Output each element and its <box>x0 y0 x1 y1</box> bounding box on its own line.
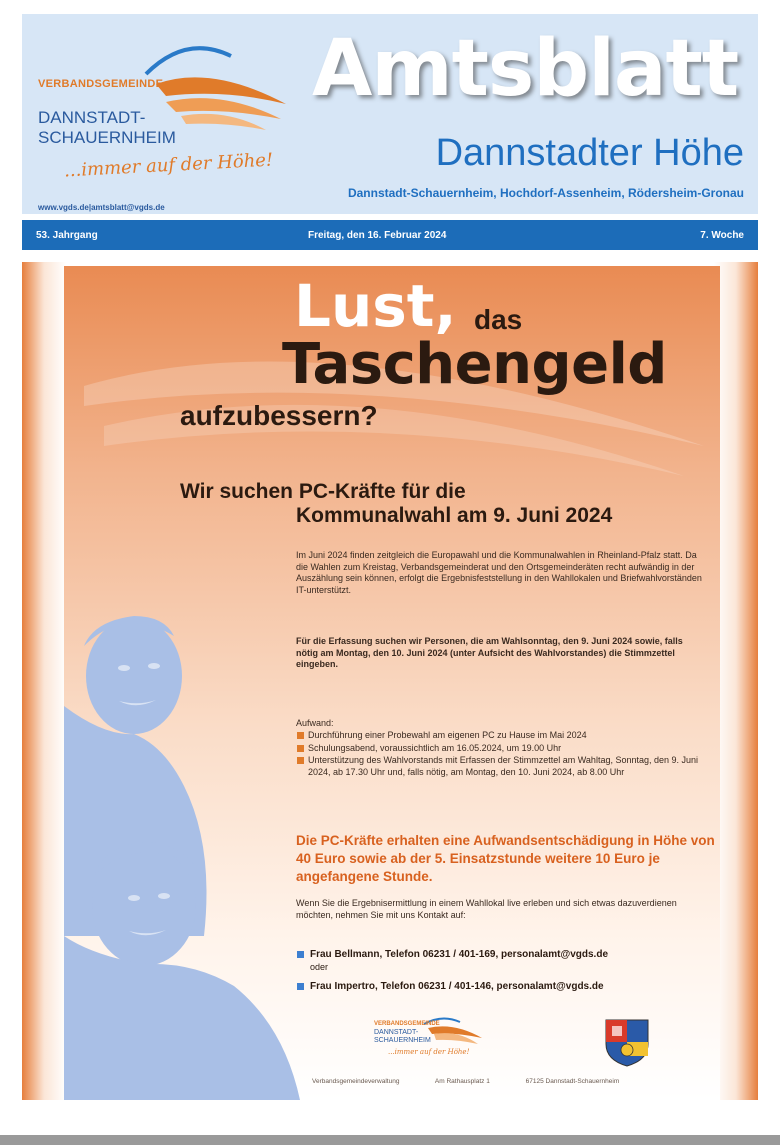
issue-date: Freitag, den 16. Februar 2024 <box>308 230 447 241</box>
contact-impertro[interactable]: Frau Impertro, Telefon 06231 / 401-146, personalamt@vgds.de <box>296 980 716 993</box>
poster-vg-logo <box>374 1014 484 1064</box>
search-heading-line2: Kommunalwahl am 9. Juni 2024 <box>296 504 613 527</box>
bottom-divider <box>0 1135 780 1145</box>
logo-name-line2: SCHAUERNHEIM <box>38 128 176 147</box>
footer-street: Am Rathausplatz 1 <box>434 1078 490 1085</box>
vg-logo <box>36 34 296 214</box>
headline-aufzubessern: aufzubessern? <box>180 400 378 431</box>
small-logo-name <box>374 1029 431 1045</box>
contact-list <box>296 948 716 993</box>
poster-footer <box>312 1078 712 1085</box>
contact-intro: Wenn Sie die Ergebnisermittlung in einem Wahllokal live erleben und sich etwas dazuverdienen möchten, nehmen Sie mit uns Kontakt auf: <box>296 898 677 920</box>
aufwand-list <box>296 730 702 779</box>
info-bar <box>22 220 758 250</box>
contact-or: oder <box>310 962 329 972</box>
coat-of-arms-icon <box>604 1018 650 1068</box>
towns-line: Dannstadt-Schauernheim, Hochdorf-Assenheim, Rödersheim-Gronau <box>347 186 744 200</box>
contact-bellmann[interactable]: Frau Bellmann, Telefon 06231 / 401-169, personalamt@vgds.de <box>296 948 716 961</box>
small-logo-slogan: ...immer auf der Höhe! <box>388 1048 470 1056</box>
search-heading-line1: Wir suchen PC-Kräfte für die <box>180 480 466 503</box>
page-title: Amtsblatt <box>312 24 739 114</box>
footer-org: Verbandsgemeindeverwaltung <box>312 1078 400 1085</box>
poster-frame <box>22 262 758 1100</box>
logo-org-label: VERBANDSGEMEINDE <box>38 78 164 90</box>
logo-name-line1: DANNSTADT- <box>38 108 146 127</box>
small-logo-name-line1: DANNSTADT- <box>374 1029 419 1036</box>
headline-taschengeld: Taschengeld <box>282 332 667 397</box>
students-silhouette-graphic <box>64 606 304 1100</box>
list-item: Durchführung einer Probewahl am eigenen PC zu Hause im Mai 2024 <box>296 730 702 742</box>
compensation-highlight: Die PC-Kräfte erhalten eine Aufwandsentschädigung in Höhe von 40 Euro sowie ab der 5. Einsatzstunde weitere 10 Euro je angefangene Stunde. <box>296 833 715 884</box>
list-item: Schulungsabend, voraussichtlich am 16.05.2024, um 19.00 Uhr <box>296 743 702 755</box>
headline-lust: Lust, <box>294 272 457 340</box>
small-logo-org: VERBANDSGEMEINDE <box>374 1021 440 1027</box>
masthead <box>22 14 758 214</box>
intro-paragraph: Im Juni 2024 finden zeitgleich die Europawahl und die Kommunalwahlen in Rheinland-Pfalz statt. Da die Wahlen zum Kreistag, Verbandsgemeinderat und den Ortsgemeinderäten recht aufwändig in der Auszählung sein können, erfolgt die Ergebnisfeststellung in den Wahllokalen und Briefwahlvorständen IT-unterstützt. <box>296 550 702 595</box>
logo-slogan: ...immer auf der Höhe! <box>63 149 274 182</box>
footer-city: 67125 Dannstadt-Schauernheim <box>525 1078 620 1085</box>
small-logo-name-line2: SCHAUERNHEIM <box>374 1037 431 1044</box>
headline-das: das <box>474 304 523 335</box>
recruitment-poster <box>64 266 720 1100</box>
volume-label: 53. Jahrgang <box>36 230 98 241</box>
task-paragraph: Für die Erfassung suchen wir Personen, die am Wahlsonntag, den 9. Juni 2024 sowie, falls nötig am Montag, den 10. Juni 2024 (unter Aufsicht des Wahlvorstandes) die Stimmzettel eingeben. <box>296 636 683 669</box>
week-label: 7. Woche <box>700 230 744 241</box>
page-subtitle: Dannstadter Höhe <box>435 132 744 174</box>
list-item: Unterstützung des Wahlvorstands mit Erfassen der Stimmzettel am Wahltag, Sonntag, den 9. Juni 2024, ab 17.30 Uhr und, falls nötig, am Montag, den 10. Juni 2024, ab 8.00 Uhr <box>296 755 702 778</box>
aufwand-label: Aufwand: <box>296 718 334 728</box>
logo-url[interactable]: www.vgds.de|amtsblatt@vgds.de <box>38 203 165 212</box>
logo-name <box>38 108 176 148</box>
